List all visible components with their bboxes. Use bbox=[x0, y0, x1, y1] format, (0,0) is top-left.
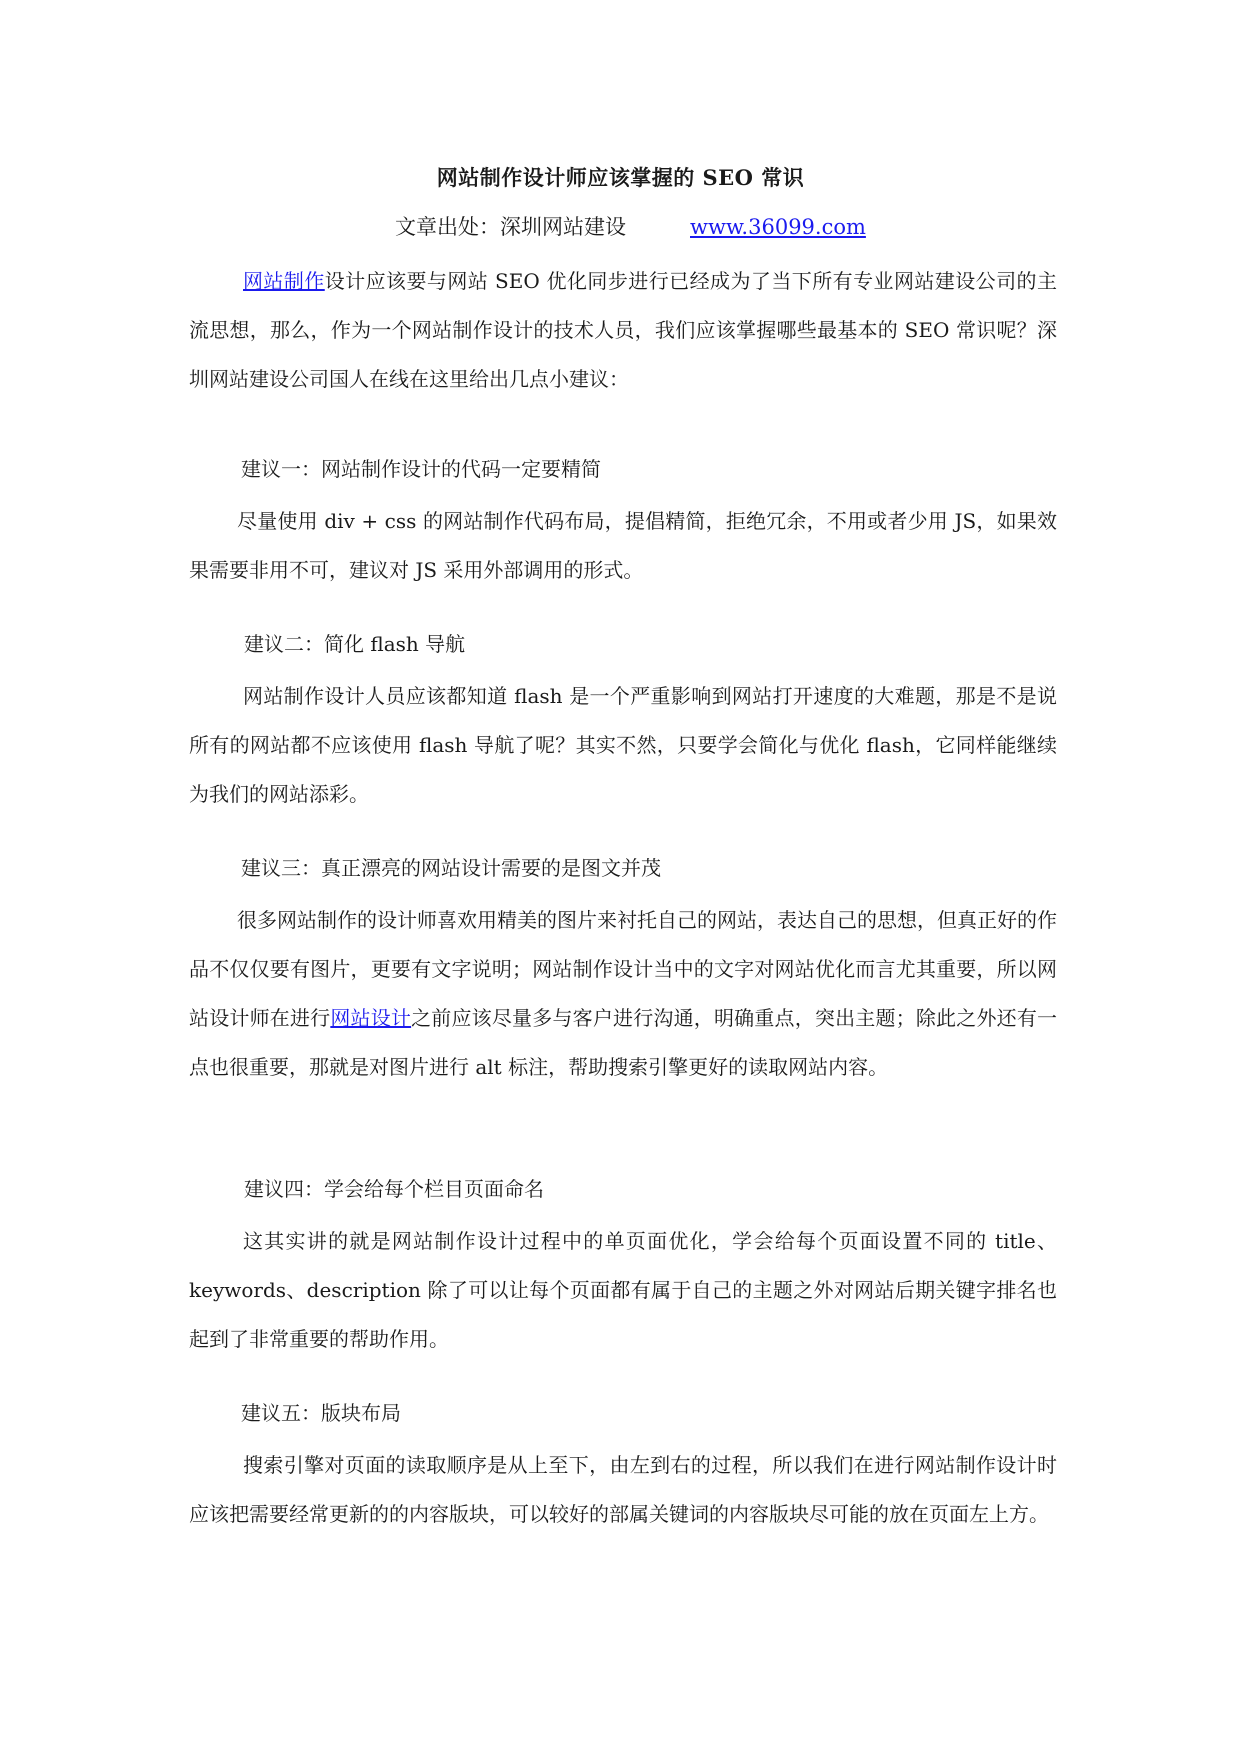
section-2-body: 网站制作设计人员应该都知道 flash 是一个严重影响到网站打开速度的大难题，那是不是说所有的网站都不应该使用 flash 导航了呢？其实不然，只要学会简化与优化 flash，它同样能继续为我们的网站添彩。 bbox=[189, 684, 1057, 806]
section-3-text-after: 之前应该尽量多与客户进行沟通，明确重点，突出主题；除此之外还有一点也很重要，那就是对图片进行 alt 标注，帮助搜索引擎更好的读取网站内容。 bbox=[189, 1006, 1058, 1079]
section-3-link-website-design[interactable]: 网站设计 bbox=[330, 1006, 412, 1030]
intro-link-website-making[interactable]: 网站制作 bbox=[243, 269, 325, 293]
section-1-body: 尽量使用 div + css 的网站制作代码布局，提倡精简，拒绝冗余，不用或者少用 JS，如果效果需要非用不可，建议对 JS 采用外部调用的形式。 bbox=[189, 509, 1057, 582]
document-title: 网站制作设计师应该掌握的 SEO 常识 bbox=[436, 165, 805, 190]
section-4-heading: 建议四：学会给每个栏目页面命名 bbox=[244, 1177, 544, 1201]
source-label: 文章出处：深圳网站建设 bbox=[395, 215, 626, 239]
source-url-link[interactable]: www.36099.com bbox=[690, 215, 866, 239]
section-4-body: 这其实讲的就是网站制作设计过程中的单页面优化，学会给每个页面设置不同的 title、keywords、description 除了可以让每个页面都有属于自己的主题之外对网站后期关键字排名也起到了非常重要的帮助作用。 bbox=[189, 1229, 1057, 1351]
section-5-heading: 建议五：版块布局 bbox=[241, 1401, 401, 1425]
section-3-text-before: 很多网站制作的设计师喜欢用精美的图片来衬托自己的网站，表达自己的思想，但真正好的作品不仅仅要有图片，更要有文字说明；网站制作设计当中的文字对网站优化而言尤其重要，所以网站设计师在进行 bbox=[189, 908, 1057, 1030]
section-5-body: 搜索引擎对页面的读取顺序是从上至下，由左到右的过程，所以我们在进行网站制作设计时应该把需要经常更新的的内容版块，可以较好的部属关键词的内容版块尽可能的放在页面左上方。 bbox=[189, 1453, 1057, 1526]
section-3-body bbox=[189, 896, 1057, 1092]
section-3-heading: 建议三：真正漂亮的网站设计需要的是图文并茂 bbox=[241, 856, 661, 880]
section-2-heading: 建议二：简化 flash 导航 bbox=[244, 632, 466, 656]
intro-paragraph bbox=[189, 257, 1057, 404]
section-1-heading: 建议一：网站制作设计的代码一定要精简 bbox=[241, 457, 601, 481]
intro-text: 设计应该要与网站 SEO 优化同步进行已经成为了当下所有专业网站建设公司的主流思想，那么，作为一个网站制作设计的技术人员，我们应该掌握哪些最基本的 SEO 常识呢？深圳网站建设公司国人在线在这里给出几点小建议： bbox=[189, 269, 1057, 391]
source-line bbox=[395, 211, 866, 241]
